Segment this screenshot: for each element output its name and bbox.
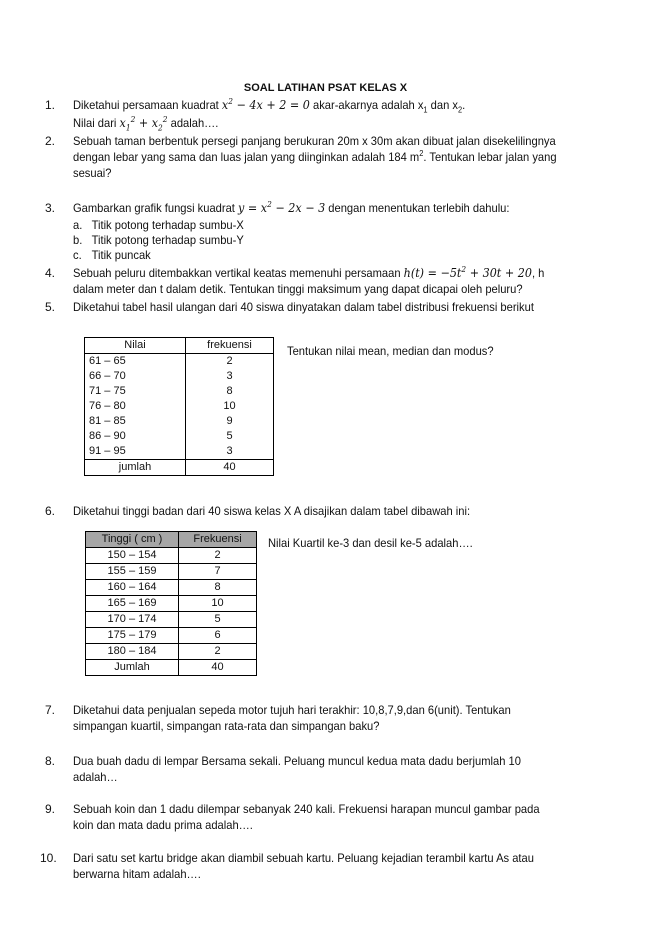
question-body [73,200,566,216]
table-cell: 150 – 154 [86,548,179,564]
question-text: Diketahui persamaan kuadrat [73,98,219,112]
table-cell: 175 – 179 [86,628,179,644]
table-cell: 7 [179,564,257,580]
frequency-table-nilai [84,337,274,476]
equation: $y = x^2 - 2x - 3$ [238,200,326,215]
question-text: berwarna hitam adalah…. [73,867,201,881]
table-cell: 160 – 164 [86,580,179,596]
question-text: sesuai? [73,166,112,180]
table-cell: 81 – 85 [85,414,186,429]
table-cell: 40 [179,660,257,676]
table-cell: 3 [186,369,274,384]
equation: $h(t) = -5t^2 + 30t + 20$ [403,265,532,280]
question-body [73,801,566,833]
question-text: Sebuah peluru ditembakkan vertikal keatas memenuhi persamaan [73,266,401,280]
table-row [85,444,274,460]
question-number: 5. [45,300,56,314]
question-number: 8. [45,754,56,768]
height-frequency-table [85,531,257,676]
sub-item: b. Titik potong terhadap sumbu-Y [73,233,244,247]
sub-item-list [73,218,244,263]
question-text: Diketahui data penjualan sepeda motor tujuh hari terakhir: 10,8,7,9,dan 6(unit). Tentukan [73,703,511,717]
table-cell: 76 – 80 [85,399,186,414]
table-cell: 86 – 90 [85,429,186,444]
table-row [85,399,274,414]
sub-item: c. Titik puncak [73,248,151,262]
question-text: Diketahui tabel hasil ulangan dari 40 siswa dinyatakan dalam tabel distribusi frekuensi berikut [73,300,534,314]
table-cell: 71 – 75 [85,384,186,399]
table-cell: 170 – 174 [86,612,179,628]
question-body [73,702,566,734]
table-cell: 8 [179,580,257,596]
question-text: , h [531,266,545,280]
table-cell: 180 – 184 [86,644,179,660]
table-cell: 61 – 65 [85,354,186,370]
table-cell: 66 – 70 [85,369,186,384]
table-cell: jumlah [85,460,186,476]
table-row [85,384,274,399]
table-cell: 10 [179,596,257,612]
expression: $x_1^2 + x_2^2$ [119,115,168,133]
table-cell: 10 [186,399,274,414]
question-text: Sebuah taman berbentuk persegi panjang berukuran 20m x 30m akan dibuat jalan disekelilingnya [73,134,556,148]
table-row [86,628,257,644]
question-body [73,299,566,315]
table-row [86,644,257,660]
table-row [86,580,257,596]
table-cell: 2 [179,548,257,564]
question-text: simpangan kuartil, simpangan rata-rata dan simpangan baku? [73,719,380,733]
question-text: Gambarkan grafik fungsi kuadrat [73,201,235,215]
question-text: Dua buah dadu di lempar Bersama sekali. Peluang muncul kedua mata dadu berjumlah 10 [73,754,521,768]
question-number: 7. [45,703,56,717]
equation: $x^2 - 4x + 2 = 0$ [221,97,310,112]
question-text: Diketahui tinggi badan dari 40 siswa kelas X A disajikan dalam tabel dibawah ini: [73,504,471,518]
question-body [73,503,566,519]
table-header-row [86,532,257,548]
question-text: adalah…. [170,116,219,130]
question-text: dalam meter dan t dalam detik. Tentukan tinggi maksimum yang dapat dicapai oleh peluru? [73,282,523,296]
table-cell: 9 [186,414,274,429]
table-cell: 5 [186,429,274,444]
table-cell: 6 [179,628,257,644]
table-row [86,660,257,676]
question-body [73,753,566,785]
question-body [73,97,566,131]
question-body [73,133,566,181]
question-text: Dari satu set kartu bridge akan diambil sebuah kartu. Peluang kejadian terambil kartu As atau [73,851,534,865]
question-text: akar-akarnya adalah $x_1$ dan $x_2$. [312,98,466,115]
table-cell: 8 [186,384,274,399]
question-number: 1. [45,98,56,112]
question-number: 9. [45,802,56,816]
table-row [85,354,274,370]
table-cell: 40 [186,460,274,476]
table-cell: 155 – 159 [86,564,179,580]
sub-item: a. Titik potong terhadap sumbu-X [73,218,244,232]
question-text: dengan lebar yang sama dan luas jalan yang diinginkan adalah 184 $m^2$. Tentukan lebar jalan yang [73,149,557,164]
question-6-prompt: Nilai Kuartil ke-3 dan desil ke-5 adalah…. [268,536,473,550]
table-header-row [85,338,274,354]
question-number: 10. [40,851,57,865]
question-text: Sebuah koin dan 1 dadu dilempar sebanyak 240 kali. Frekuensi harapan muncul gambar pada [73,802,540,816]
question-number: 2. [45,134,56,148]
table-row [85,414,274,429]
table-row [86,596,257,612]
table-header-cell: frekuensi [186,338,274,354]
question-5-prompt: Tentukan nilai mean, median dan modus? [287,344,494,358]
table-row [86,612,257,628]
question-body [73,265,566,297]
table-cell: 91 – 95 [85,444,186,460]
question-text: Nilai dari [73,116,117,130]
table-cell: 2 [186,354,274,370]
table-row [86,548,257,564]
table-cell: Jumlah [86,660,179,676]
table-row [85,429,274,444]
question-number: 3. [45,201,56,215]
table-header-cell: Nilai [85,338,186,354]
question-text: adalah… [73,770,118,784]
question-number: 6. [45,504,56,518]
question-text: dengan menentukan terlebih dahulu: [328,201,510,215]
table-footer-row [85,460,274,476]
table-row [85,369,274,384]
question-text: koin dan mata dadu prima adalah…. [73,818,253,832]
table-cell: 3 [186,444,274,460]
page-title: SOAL LATIHAN PSAT KELAS X [243,82,408,94]
table-cell: 165 – 169 [86,596,179,612]
table-cell: 5 [179,612,257,628]
table-header-cell: Tinggi ( cm ) [86,532,179,548]
table-header-cell: Frekuensi [179,532,257,548]
table-row [86,564,257,580]
question-number: 4. [45,266,56,280]
table-cell: 2 [179,644,257,660]
question-body [73,850,566,882]
